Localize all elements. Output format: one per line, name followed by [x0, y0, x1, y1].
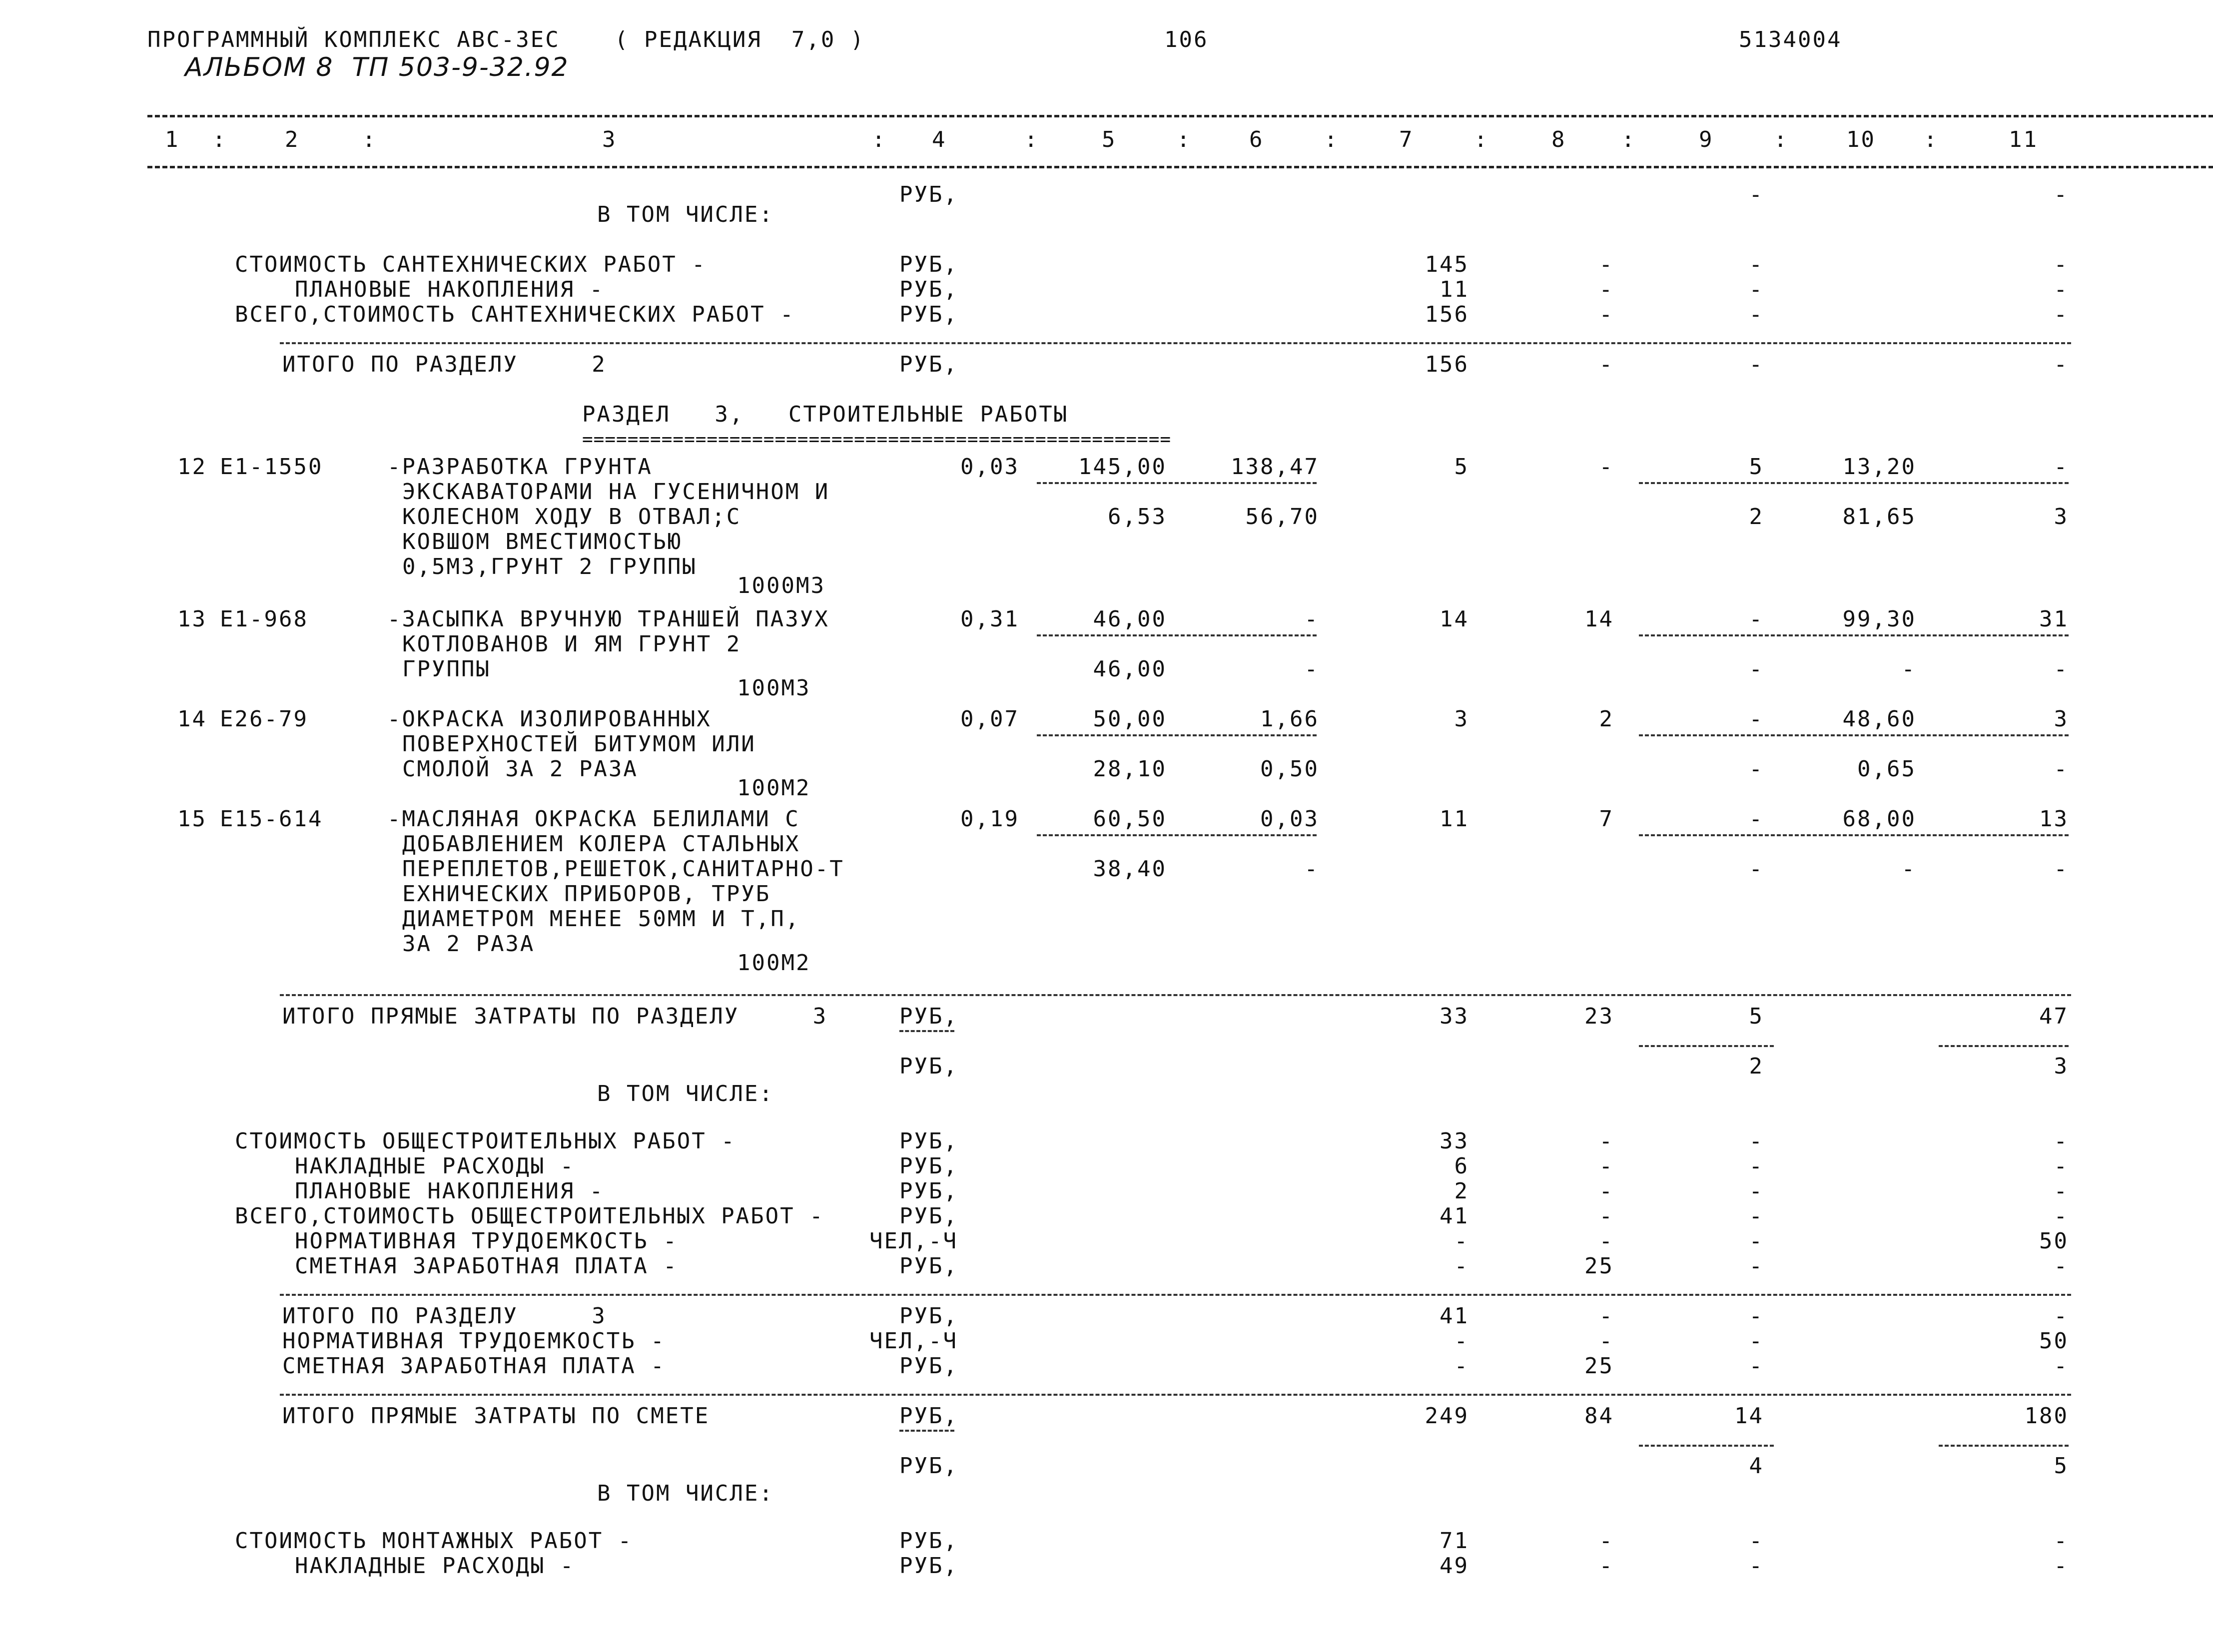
cell-c11: -	[2054, 454, 2069, 480]
cell-c8: -	[1599, 1528, 1614, 1554]
cell-c11: 50	[2039, 1328, 2069, 1354]
column-number: 9	[1699, 127, 1714, 152]
page-number: 106	[1164, 27, 1209, 52]
column-separator: :	[212, 127, 227, 152]
cell-c11: 5	[2054, 1453, 2069, 1479]
cell-c9: -	[1749, 1253, 1764, 1279]
cell-c11: 3	[2054, 1054, 2069, 1079]
value-subrule	[1639, 1445, 1774, 1447]
item-subrule	[1037, 634, 1317, 636]
item-number: 14	[177, 706, 207, 732]
label-cell: ИТОГО ПРЯМЫЕ ЗАТРАТЫ ПО РАЗДЕЛУ 3	[282, 1004, 828, 1029]
cell-c10: 0,65	[1857, 756, 1916, 782]
label-cell: ИТОГО ПО РАЗДЕЛУ 2	[282, 352, 607, 377]
item-subrule	[1639, 734, 2069, 736]
cell-c8: -	[1599, 277, 1614, 302]
label-cell: ПЛАНОВЫЕ НАКОПЛЕНИЯ -	[295, 277, 605, 302]
cell-c9: -	[1749, 806, 1764, 832]
cell-c7: 5	[1454, 454, 1469, 480]
cell-c11: -	[2054, 252, 2069, 277]
document-code: 5134004	[1739, 27, 1842, 52]
unit-cell: РУБ,	[899, 1253, 958, 1279]
cell-c8: -	[1599, 352, 1614, 377]
section-underline: ====================================================	[582, 429, 1172, 450]
cell-c6: -	[1304, 656, 1319, 682]
label-cell: НОРМАТИВНАЯ ТРУДОЕМКОСТЬ -	[282, 1328, 666, 1354]
label-cell: СМЕТНАЯ ЗАРАБОТНАЯ ПЛАТА -	[282, 1353, 666, 1379]
item-subrule	[1639, 634, 2069, 636]
cell-c9: -	[1749, 1303, 1764, 1329]
cell-c7: 3	[1454, 706, 1469, 732]
item-subrule	[1037, 734, 1317, 736]
cell-c8: -	[1599, 1203, 1614, 1229]
cell-c6: 0,50	[1260, 756, 1319, 782]
item-description: ДИАМЕТРОМ МЕНЕЕ 50ММ И Т,П,	[402, 906, 800, 932]
unit-cell: РУБ,	[899, 1004, 958, 1029]
cell-c7: 49	[1440, 1553, 1469, 1579]
cell-c10: 68,00	[1842, 806, 1916, 832]
unit-cell: РУБ,	[899, 1153, 958, 1179]
cell-c7: 2	[1454, 1178, 1469, 1204]
cell-c9: -	[1749, 1203, 1764, 1229]
header-rule-bottom	[147, 166, 2213, 168]
label-cell: ПЛАНОВЫЕ НАКОПЛЕНИЯ -	[295, 1178, 605, 1204]
column-separator: :	[872, 127, 887, 152]
label-cell: СТОИМОСТЬ САНТЕХНИЧЕСКИХ РАБОТ -	[235, 252, 707, 277]
cell-c9: 2	[1749, 1054, 1764, 1079]
unit-cell: РУБ,	[899, 277, 958, 302]
cell-c5: 46,00	[1093, 606, 1167, 632]
edition: ( РЕДАКЦИЯ 7,0 )	[615, 27, 865, 52]
item-description: ГРУППЫ	[402, 656, 491, 682]
cell-c9: -	[1749, 706, 1764, 732]
cell-c11: -	[2054, 1203, 2069, 1229]
label-cell: СМЕТНАЯ ЗАРАБОТНАЯ ПЛАТА -	[295, 1253, 678, 1279]
cell-c10: 81,65	[1842, 504, 1916, 530]
item-description: 0,5М3,ГРУНТ 2 ГРУППЫ	[402, 554, 697, 579]
unit-cell: РУБ,	[899, 1178, 958, 1204]
subheading: В ТОМ ЧИСЛЕ:	[597, 202, 774, 227]
unit-cell: РУБ,	[899, 1553, 958, 1579]
unit-cell: РУБ,	[899, 182, 958, 207]
cell-c11: -	[2054, 1128, 2069, 1154]
cell-c8: -	[1599, 1153, 1614, 1179]
cell-c5: 6,53	[1108, 504, 1167, 530]
column-separator: :	[1177, 127, 1192, 152]
cell-c9: -	[1749, 277, 1764, 302]
cell-c7: 156	[1425, 302, 1469, 327]
item-code: Е15-614	[220, 806, 323, 832]
cell-c11: -	[2054, 856, 2069, 882]
item-description: ПЕРЕПЛЕТОВ,РЕШЕТОК,САНИТАРНО-Т	[402, 856, 844, 882]
cell-c11: -	[2054, 1303, 2069, 1329]
cell-c7: 11	[1440, 806, 1469, 832]
unit-cell: ЧЕЛ,-Ч	[869, 1328, 958, 1354]
cell-c4: 0,19	[960, 806, 1019, 832]
cell-c7: -	[1454, 1353, 1469, 1379]
item-description: ЗА 2 РАЗА	[402, 931, 535, 957]
label-cell: ИТОГО ПО РАЗДЕЛУ 3	[282, 1303, 607, 1329]
section-heading: РАЗДЕЛ 3, СТРОИТЕЛЬНЫЕ РАБОТЫ	[582, 402, 1069, 427]
unit-cell: РУБ,	[899, 352, 958, 377]
cell-c4: 0,07	[960, 706, 1019, 732]
label-cell: ИТОГО ПРЯМЫЕ ЗАТРАТЫ ПО СМЕТЕ	[282, 1403, 710, 1429]
cell-c11: -	[2054, 352, 2069, 377]
cell-c10: -	[1901, 656, 1916, 682]
item-description: СМОЛОЙ ЗА 2 РАЗА	[402, 756, 638, 782]
cell-c9: -	[1749, 1228, 1764, 1254]
cell-c7: -	[1454, 1328, 1469, 1354]
cell-c7: -	[1454, 1253, 1469, 1279]
subheading: В ТОМ ЧИСЛЕ:	[597, 1481, 774, 1506]
item-description: -ОКРАСКА ИЗОЛИРОВАННЫХ	[387, 706, 712, 732]
cell-c4: 0,03	[960, 454, 1019, 480]
cell-c9: 5	[1749, 1004, 1764, 1029]
item-subrule	[1639, 482, 2069, 484]
cell-c8: 2	[1599, 706, 1614, 732]
cell-c9: 2	[1749, 504, 1764, 530]
cell-c5: 38,40	[1093, 856, 1167, 882]
cell-c6: -	[1304, 606, 1319, 632]
column-separator: :	[1774, 127, 1789, 152]
unit-cell: РУБ,	[899, 1353, 958, 1379]
cell-c11: -	[2054, 1153, 2069, 1179]
cell-c9: -	[1749, 756, 1764, 782]
column-number: 3	[602, 127, 617, 152]
label-cell: НАКЛАДНЫЕ РАСХОДЫ -	[295, 1553, 575, 1579]
cell-c8: 25	[1584, 1353, 1614, 1379]
cell-c9: -	[1749, 1553, 1764, 1579]
cell-c7: -	[1454, 1228, 1469, 1254]
item-subrule	[1037, 834, 1317, 836]
unit-cell: РУБ,	[899, 1453, 958, 1479]
cell-c6: -	[1304, 856, 1319, 882]
item-subrule	[1037, 482, 1317, 484]
item-unit: 1000М3	[737, 573, 825, 598]
item-number: 13	[177, 606, 207, 632]
column-separator: :	[362, 127, 377, 152]
item-code: Е26-79	[220, 706, 308, 732]
cell-c8: -	[1599, 454, 1614, 480]
cell-c7: 11	[1440, 277, 1469, 302]
cell-c9: -	[1749, 182, 1764, 207]
cell-c11: 13	[2039, 806, 2069, 832]
cell-c11: -	[2054, 1178, 2069, 1204]
cell-c7: 71	[1440, 1528, 1469, 1554]
unit-cell: РУБ,	[899, 1303, 958, 1329]
cell-c9: 4	[1749, 1453, 1764, 1479]
item-description: -МАСЛЯНАЯ ОКРАСКА БЕЛИЛАМИ С	[387, 806, 800, 832]
cell-c9: -	[1749, 352, 1764, 377]
cell-c7: 14	[1440, 606, 1469, 632]
section-rule	[280, 1294, 2071, 1296]
cell-c9: -	[1749, 1353, 1764, 1379]
cell-c10: 48,60	[1842, 706, 1916, 732]
label-cell: ВСЕГО,СТОИМОСТЬ САНТЕХНИЧЕСКИХ РАБОТ -	[235, 302, 795, 327]
column-number: 8	[1551, 127, 1566, 152]
cell-c10: 99,30	[1842, 606, 1916, 632]
cell-c9: -	[1749, 656, 1764, 682]
cell-c9: -	[1749, 606, 1764, 632]
section-rule	[280, 342, 2071, 344]
label-cell: НАКЛАДНЫЕ РАСХОДЫ -	[295, 1153, 575, 1179]
column-separator: :	[1024, 127, 1039, 152]
cell-c11: -	[2054, 182, 2069, 207]
value-subrule	[1939, 1445, 2069, 1447]
cell-c11: 47	[2039, 1004, 2069, 1029]
cell-c8: -	[1599, 252, 1614, 277]
label-cell: СТОИМОСТЬ ОБЩЕСТРОИТЕЛЬНЫХ РАБОТ -	[235, 1128, 736, 1154]
item-code: Е1-1550	[220, 454, 323, 480]
cell-c8: -	[1599, 1553, 1614, 1579]
value-subrule	[1639, 1045, 1774, 1047]
cell-c8: -	[1599, 302, 1614, 327]
unit-cell: РУБ,	[899, 1403, 958, 1429]
column-separator: :	[1924, 127, 1939, 152]
cell-c8: -	[1599, 1303, 1614, 1329]
column-separator: :	[1621, 127, 1636, 152]
program-name: ПРОГРАММНЫЙ КОМПЛЕКС АВС-3ЕС	[147, 27, 560, 52]
cell-c7: 156	[1425, 352, 1469, 377]
cell-c5: 60,50	[1093, 806, 1167, 832]
item-description: ЕХНИЧЕСКИХ ПРИБОРОВ, ТРУБ	[402, 881, 771, 907]
unit-cell: ЧЕЛ,-Ч	[869, 1228, 958, 1254]
cell-c8: 84	[1584, 1403, 1614, 1429]
item-description: КОЛЕСНОМ ХОДУ В ОТВАЛ;С	[402, 504, 741, 530]
cell-c7: 41	[1440, 1203, 1469, 1229]
column-number: 1	[165, 127, 180, 152]
subheading: В ТОМ ЧИСЛЕ:	[597, 1081, 774, 1106]
item-description: -РАЗРАБОТКА ГРУНТА	[387, 454, 653, 480]
column-separator: :	[1324, 127, 1339, 152]
cell-c9: -	[1749, 1528, 1764, 1554]
cell-c6: 0,03	[1260, 806, 1319, 832]
section-rule	[280, 1394, 2071, 1396]
cell-c11: -	[2054, 1353, 2069, 1379]
cell-c5: 50,00	[1093, 706, 1167, 732]
album-handwritten: АЛЬБОМ 8 ТП 503-9-32.92	[185, 52, 569, 82]
cell-c11: -	[2054, 302, 2069, 327]
unit-cell: РУБ,	[899, 1054, 958, 1079]
cell-c8: -	[1599, 1328, 1614, 1354]
cell-c7: 33	[1440, 1004, 1469, 1029]
column-separator: :	[1474, 127, 1489, 152]
cell-c11: -	[2054, 756, 2069, 782]
cell-c9: 14	[1734, 1403, 1764, 1429]
cell-c7: 249	[1425, 1403, 1469, 1429]
item-unit: 100М2	[737, 950, 811, 976]
cell-c11: 31	[2039, 606, 2069, 632]
cell-c11: -	[2054, 1253, 2069, 1279]
cell-c6: 1,66	[1260, 706, 1319, 732]
item-description: КОВШОМ ВМЕСТИМОСТЬЮ	[402, 529, 683, 554]
cell-c10: -	[1901, 856, 1916, 882]
column-number: 11	[2009, 127, 2038, 152]
cell-c7: 145	[1425, 252, 1469, 277]
cell-c9: -	[1749, 302, 1764, 327]
unit-cell: РУБ,	[899, 1128, 958, 1154]
cell-c11: -	[2054, 277, 2069, 302]
header-rule-top	[147, 115, 2213, 117]
label-cell: ВСЕГО,СТОИМОСТЬ ОБЩЕСТРОИТЕЛЬНЫХ РАБОТ -	[235, 1203, 824, 1229]
unit-subrule	[899, 1430, 954, 1432]
cell-c11: 50	[2039, 1228, 2069, 1254]
item-description: ПОВЕРХНОСТЕЙ БИТУМОМ ИЛИ	[402, 731, 756, 757]
cell-c8: 7	[1599, 806, 1614, 832]
cell-c10: 13,20	[1842, 454, 1916, 480]
cell-c7: 41	[1440, 1303, 1469, 1329]
cell-c9: -	[1749, 1153, 1764, 1179]
item-description: -ЗАСЫПКА ВРУЧНУЮ ТРАНШЕЙ ПАЗУХ	[387, 606, 829, 632]
cell-c6: 56,70	[1245, 504, 1319, 530]
section-rule	[280, 994, 2071, 996]
item-description: ДОБАВЛЕНИЕМ КОЛЕРА СТАЛЬНЫХ	[402, 831, 800, 857]
cell-c8: -	[1599, 1178, 1614, 1204]
cell-c8: 23	[1584, 1004, 1614, 1029]
item-description: ЭКСКАВАТОРАМИ НА ГУСЕНИЧНОМ И	[402, 479, 830, 505]
column-number: 6	[1249, 127, 1264, 152]
column-number: 5	[1102, 127, 1117, 152]
unit-subrule	[899, 1030, 954, 1032]
cell-c9: -	[1749, 856, 1764, 882]
cell-c11: -	[2054, 1553, 2069, 1579]
item-unit: 100М2	[737, 775, 811, 801]
item-subrule	[1639, 834, 2069, 836]
cell-c11: 180	[2024, 1403, 2069, 1429]
item-description: КОТЛОВАНОВ И ЯМ ГРУНТ 2	[402, 631, 741, 657]
column-number: 7	[1399, 127, 1414, 152]
cell-c9: -	[1749, 1178, 1764, 1204]
cell-c8: 14	[1584, 606, 1614, 632]
item-unit: 100М3	[737, 675, 811, 701]
cell-c6: 138,47	[1231, 454, 1319, 480]
unit-cell: РУБ,	[899, 302, 958, 327]
item-code: Е1-968	[220, 606, 308, 632]
cell-c11: -	[2054, 1528, 2069, 1554]
cell-c5: 145,00	[1078, 454, 1167, 480]
cell-c8: -	[1599, 1128, 1614, 1154]
cell-c7: 6	[1454, 1153, 1469, 1179]
column-number: 10	[1846, 127, 1876, 152]
unit-cell: РУБ,	[899, 252, 958, 277]
cell-c9: 5	[1749, 454, 1764, 480]
column-number: 4	[932, 127, 947, 152]
cell-c11: 3	[2054, 504, 2069, 530]
cell-c9: -	[1749, 252, 1764, 277]
cell-c5: 28,10	[1093, 756, 1167, 782]
cell-c11: -	[2054, 656, 2069, 682]
label-cell: НОРМАТИВНАЯ ТРУДОЕМКОСТЬ -	[295, 1228, 678, 1254]
cell-c5: 46,00	[1093, 656, 1167, 682]
cell-c9: -	[1749, 1128, 1764, 1154]
column-number: 2	[285, 127, 300, 152]
cell-c7: 33	[1440, 1128, 1469, 1154]
unit-cell: РУБ,	[899, 1528, 958, 1554]
cell-c9: -	[1749, 1328, 1764, 1354]
cell-c8: 25	[1584, 1253, 1614, 1279]
unit-cell: РУБ,	[899, 1203, 958, 1229]
cell-c4: 0,31	[960, 606, 1019, 632]
label-cell: СТОИМОСТЬ МОНТАЖНЫХ РАБОТ -	[235, 1528, 633, 1554]
cell-c8: -	[1599, 1228, 1614, 1254]
item-number: 12	[177, 454, 207, 480]
value-subrule	[1939, 1045, 2069, 1047]
cell-c11: 3	[2054, 706, 2069, 732]
item-number: 15	[177, 806, 207, 832]
